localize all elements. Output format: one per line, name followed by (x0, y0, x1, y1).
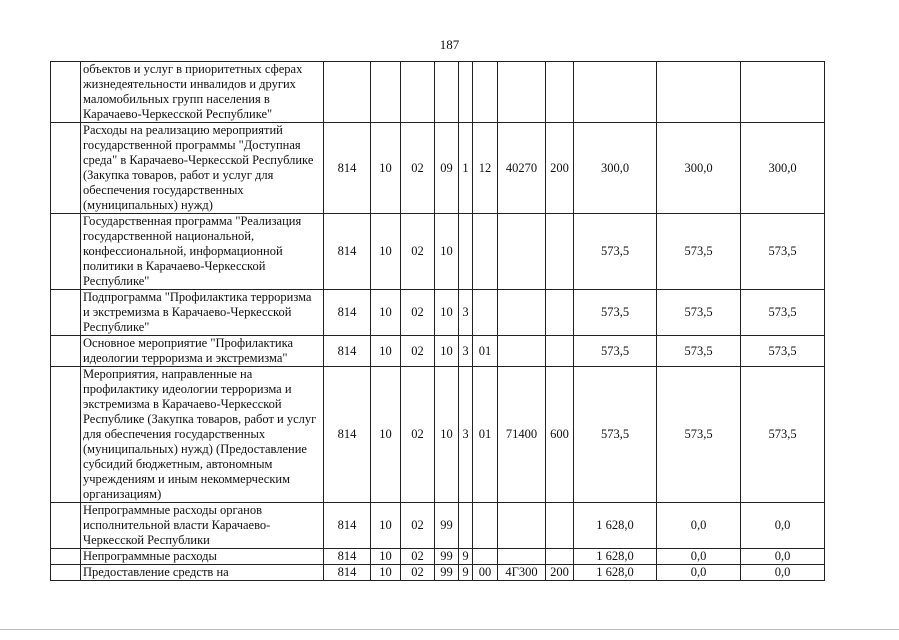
direction-code-cell (498, 290, 546, 336)
department-code-cell: 814 (324, 123, 371, 214)
subsection-code-cell: 02 (401, 549, 435, 565)
table-row (51, 290, 825, 336)
scan-edge-line (0, 629, 899, 630)
subprogram-code-cell (459, 214, 473, 290)
sum-year-3-cell: 573,5 (741, 214, 825, 290)
section-code-cell: 10 (371, 503, 401, 549)
department-code-cell: 814 (324, 214, 371, 290)
table-row (51, 367, 825, 503)
event-code-cell (473, 62, 498, 123)
sum-year-2-cell: 573,5 (657, 336, 741, 367)
budget-table (50, 61, 825, 581)
row-blank-cell (51, 503, 81, 549)
subsection-code-cell: 02 (401, 565, 435, 581)
table-row (51, 62, 825, 123)
subsection-code-cell: 02 (401, 123, 435, 214)
row-blank-cell (51, 290, 81, 336)
department-code-cell (324, 62, 371, 123)
sum-year-1-cell: 573,5 (574, 367, 657, 503)
subprogram-code-cell: 3 (459, 290, 473, 336)
sum-year-1-cell: 1 628,0 (574, 503, 657, 549)
department-code-cell: 814 (324, 336, 371, 367)
subprogram-code-cell: 3 (459, 336, 473, 367)
sum-year-3-cell (741, 62, 825, 123)
event-code-cell (473, 549, 498, 565)
expense-name-cell: Непрограммные расходы органов исполнительной власти Карачаево-Черкесской Республики (81, 503, 324, 549)
sum-year-1-cell: 1 628,0 (574, 549, 657, 565)
row-blank-cell (51, 565, 81, 581)
department-code-cell: 814 (324, 290, 371, 336)
section-code-cell: 10 (371, 214, 401, 290)
section-code-cell: 10 (371, 336, 401, 367)
program-code-cell: 10 (435, 290, 459, 336)
program-code-cell: 10 (435, 336, 459, 367)
table-row (51, 503, 825, 549)
section-code-cell: 10 (371, 123, 401, 214)
section-code-cell (371, 62, 401, 123)
subprogram-code-cell (459, 62, 473, 123)
direction-code-cell (498, 549, 546, 565)
expense-name-cell: Основное мероприятие "Профилактика идеологии терроризма и экстремизма" (81, 336, 324, 367)
sum-year-3-cell: 573,5 (741, 367, 825, 503)
section-code-cell: 10 (371, 367, 401, 503)
program-code-cell: 99 (435, 549, 459, 565)
program-code-cell: 09 (435, 123, 459, 214)
section-code-cell: 10 (371, 290, 401, 336)
sum-year-3-cell: 573,5 (741, 336, 825, 367)
sum-year-2-cell: 573,5 (657, 214, 741, 290)
expense-type-code-cell (546, 214, 574, 290)
sum-year-2-cell: 0,0 (657, 549, 741, 565)
subprogram-code-cell: 9 (459, 549, 473, 565)
sum-year-2-cell: 0,0 (657, 565, 741, 581)
expense-type-code-cell: 600 (546, 367, 574, 503)
program-code-cell: 99 (435, 565, 459, 581)
expense-name-cell: Подпрограмма "Профилактика терроризма и экстремизма в Карачаево-Черкесской Республике" (81, 290, 324, 336)
expense-type-code-cell (546, 290, 574, 336)
row-blank-cell (51, 549, 81, 565)
expense-name-cell: Мероприятия, направленные на профилактику идеологии терроризма и экстремизма в Карачаево-Черкесской Республике (Закупка товаров, работ и услуг для обеспечения государственных (муниципальных) нужд) (Предоставление субсидий бюджетным, автономным учреждениям и иным некоммерческим организациям) (81, 367, 324, 503)
expense-name-cell: Расходы на реализацию мероприятий государственной программы "Доступная среда" в Карачаево-Черкесской Республике (Закупка товаров, работ и услуг для обеспечения государственных (муниципальных) нужд) (81, 123, 324, 214)
department-code-cell: 814 (324, 565, 371, 581)
sum-year-3-cell: 0,0 (741, 503, 825, 549)
expense-type-code-cell (546, 503, 574, 549)
sum-year-2-cell: 300,0 (657, 123, 741, 214)
subprogram-code-cell (459, 503, 473, 549)
section-code-cell: 10 (371, 549, 401, 565)
row-blank-cell (51, 367, 81, 503)
sum-year-2-cell: 573,5 (657, 367, 741, 503)
sum-year-1-cell: 573,5 (574, 336, 657, 367)
sum-year-1-cell: 300,0 (574, 123, 657, 214)
direction-code-cell (498, 503, 546, 549)
direction-code-cell: 71400 (498, 367, 546, 503)
subsection-code-cell: 02 (401, 290, 435, 336)
row-blank-cell (51, 336, 81, 367)
sum-year-3-cell: 300,0 (741, 123, 825, 214)
expense-name-cell: Предоставление средств на (81, 565, 324, 581)
event-code-cell: 01 (473, 367, 498, 503)
subprogram-code-cell: 9 (459, 565, 473, 581)
table-row (51, 123, 825, 214)
sum-year-3-cell: 0,0 (741, 565, 825, 581)
sum-year-2-cell (657, 62, 741, 123)
table-body (51, 62, 825, 581)
program-code-cell: 10 (435, 214, 459, 290)
row-blank-cell (51, 123, 81, 214)
event-code-cell (473, 214, 498, 290)
expense-type-code-cell: 200 (546, 565, 574, 581)
subsection-code-cell: 02 (401, 336, 435, 367)
subprogram-code-cell: 1 (459, 123, 473, 214)
direction-code-cell (498, 62, 546, 123)
expense-type-code-cell (546, 336, 574, 367)
subsection-code-cell: 02 (401, 214, 435, 290)
table-row (51, 549, 825, 565)
program-code-cell: 99 (435, 503, 459, 549)
direction-code-cell: 4Г300 (498, 565, 546, 581)
direction-code-cell: 40270 (498, 123, 546, 214)
program-code-cell: 10 (435, 367, 459, 503)
row-blank-cell (51, 62, 81, 123)
expense-name-cell: Непрограммные расходы (81, 549, 324, 565)
direction-code-cell (498, 214, 546, 290)
program-code-cell (435, 62, 459, 123)
section-code-cell: 10 (371, 565, 401, 581)
sum-year-1-cell: 573,5 (574, 290, 657, 336)
sum-year-2-cell: 0,0 (657, 503, 741, 549)
expense-name-cell: Государственная программа "Реализация государственной национальной, конфессиональной, информационной политики в Карачаево-Черкесской Республике" (81, 214, 324, 290)
sum-year-3-cell: 573,5 (741, 290, 825, 336)
subsection-code-cell: 02 (401, 367, 435, 503)
row-blank-cell (51, 214, 81, 290)
department-code-cell: 814 (324, 549, 371, 565)
subsection-code-cell: 02 (401, 503, 435, 549)
table-row (51, 565, 825, 581)
expense-name-cell: объектов и услуг в приоритетных сферах жизнедеятельности инвалидов и других маломобильных групп населения в Карачаево-Черкесской Республике" (81, 62, 324, 123)
table-row (51, 336, 825, 367)
event-code-cell: 01 (473, 336, 498, 367)
table-row (51, 214, 825, 290)
direction-code-cell (498, 336, 546, 367)
event-code-cell: 00 (473, 565, 498, 581)
sum-year-1-cell (574, 62, 657, 123)
sum-year-1-cell: 573,5 (574, 214, 657, 290)
sum-year-2-cell: 573,5 (657, 290, 741, 336)
event-code-cell: 12 (473, 123, 498, 214)
sum-year-1-cell: 1 628,0 (574, 565, 657, 581)
expense-type-code-cell: 200 (546, 123, 574, 214)
expense-type-code-cell (546, 549, 574, 565)
sum-year-3-cell: 0,0 (741, 549, 825, 565)
event-code-cell (473, 503, 498, 549)
event-code-cell (473, 290, 498, 336)
department-code-cell: 814 (324, 367, 371, 503)
page-number: 187 (439, 37, 460, 52)
department-code-cell: 814 (324, 503, 371, 549)
subsection-code-cell (401, 62, 435, 123)
subprogram-code-cell: 3 (459, 367, 473, 503)
expense-type-code-cell (546, 62, 574, 123)
